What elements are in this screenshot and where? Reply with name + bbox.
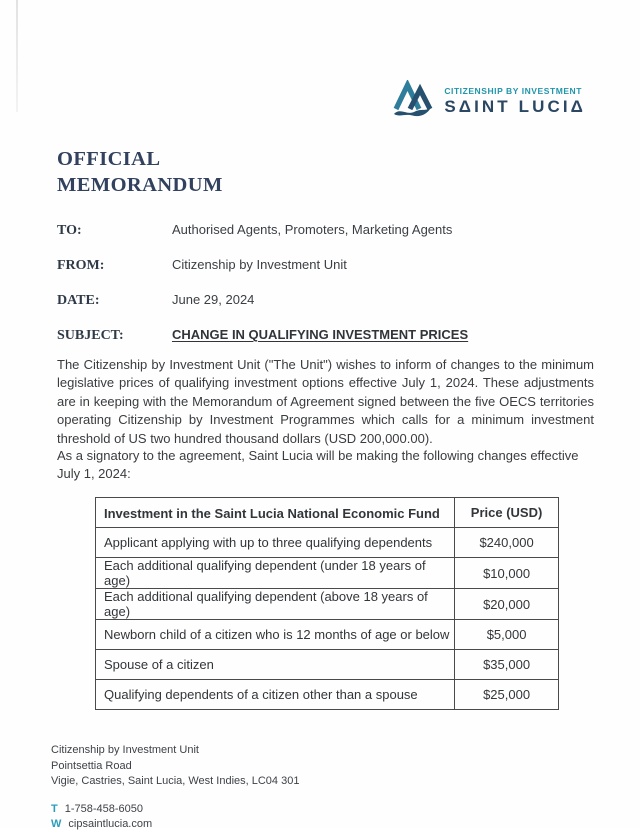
table-cell-description: Each additional qualifying dependent (above 18 years of age) [96, 589, 455, 620]
table-header-price: Price (USD) [455, 498, 559, 528]
table-cell-description: Spouse of a citizen [96, 650, 455, 680]
meta-row-from [57, 257, 597, 276]
table-cell-price: $5,000 [455, 620, 559, 650]
body-paragraph-2: As a signatory to the agreement, Saint Lucia will be making the following changes effective July 1, 2024: [57, 448, 579, 482]
meta-row-subject [57, 327, 597, 346]
meta-label-subject: SUBJECT: [57, 328, 124, 343]
meta-value-to: Authorised Agents, Promoters, Marketing Agents [172, 222, 453, 237]
logo-text [444, 86, 586, 117]
table-row [96, 650, 559, 680]
table-cell-price: $10,000 [455, 558, 559, 589]
table-cell-price: $240,000 [455, 528, 559, 558]
table-header-investment: Investment in the Saint Lucia National Economic Fund [96, 498, 455, 528]
table-cell-description: Qualifying dependents of a citizen other than a spouse [96, 680, 455, 710]
memo-title-line1: OFFICIAL [57, 148, 161, 170]
table-row [96, 620, 559, 650]
footer-website-line [51, 817, 299, 833]
website-url: cipsaintlucia.com [68, 818, 153, 830]
table-cell-description: Newborn child of a citizen who is 12 months of age or below [96, 620, 455, 650]
meta-value-subject: CHANGE IN QUALIFYING INVESTMENT PRICES [172, 327, 469, 342]
logo-wordmark: SΔINT LUCIΔ [444, 96, 586, 116]
table-row [96, 528, 559, 558]
table-cell-price: $20,000 [455, 589, 559, 620]
footer-phone-line [51, 802, 299, 818]
mountain-wave-icon [393, 80, 439, 122]
phone-label: T [51, 802, 58, 815]
memo-title [57, 146, 223, 198]
meta-label-date: DATE: [57, 293, 100, 308]
meta-row-to [57, 222, 597, 241]
scan-artifact-line [16, 0, 18, 112]
meta-label-from: FROM: [57, 258, 105, 273]
meta-value-date: June 29, 2024 [172, 292, 255, 307]
table-cell-description: Each additional qualifying dependent (under 18 years of age) [96, 558, 455, 589]
table-row [96, 558, 559, 589]
memo-title-line2: MEMORANDUM [57, 174, 223, 196]
memo-meta [57, 222, 597, 362]
table-cell-price: $25,000 [455, 680, 559, 710]
footer-address-line: Pointsettia Road [51, 759, 132, 772]
website-label: W [51, 818, 62, 830]
body-paragraph-1: The Citizenship by Investment Unit ("The Unit") wishes to inform of changes to the minimum legislative prices of qualifying investment options effective July 1, 2024. These adjustments are in keeping with the Memorandum of Agreement signed between the five OECS territories operating Citizenship by Investment Programmes which calls for a minimum investment threshold of US two hundred thousand dollars (USD 200,000.00). [57, 357, 594, 446]
table-cell-description: Applicant applying with up to three qualifying dependents [96, 528, 455, 558]
table-row [96, 680, 559, 710]
footer [51, 743, 299, 833]
meta-label-to: TO: [57, 223, 82, 238]
logo-tagline: CITIZENSHIP BY INVESTMENT [444, 85, 582, 96]
saint-lucia-cip-logo [393, 80, 586, 122]
footer-address-line: Vigie, Castries, Saint Lucia, West Indies, LC04 301 [51, 775, 300, 787]
table-header-row [96, 498, 559, 528]
table-cell-price: $35,000 [455, 650, 559, 680]
meta-value-from: Citizenship by Investment Unit [172, 257, 347, 272]
price-table [95, 497, 559, 710]
table-row [96, 589, 559, 620]
meta-row-date [57, 292, 597, 311]
footer-address-line: Citizenship by Investment Unit [51, 744, 199, 756]
phone-number: 1-758-458-6050 [64, 802, 144, 815]
